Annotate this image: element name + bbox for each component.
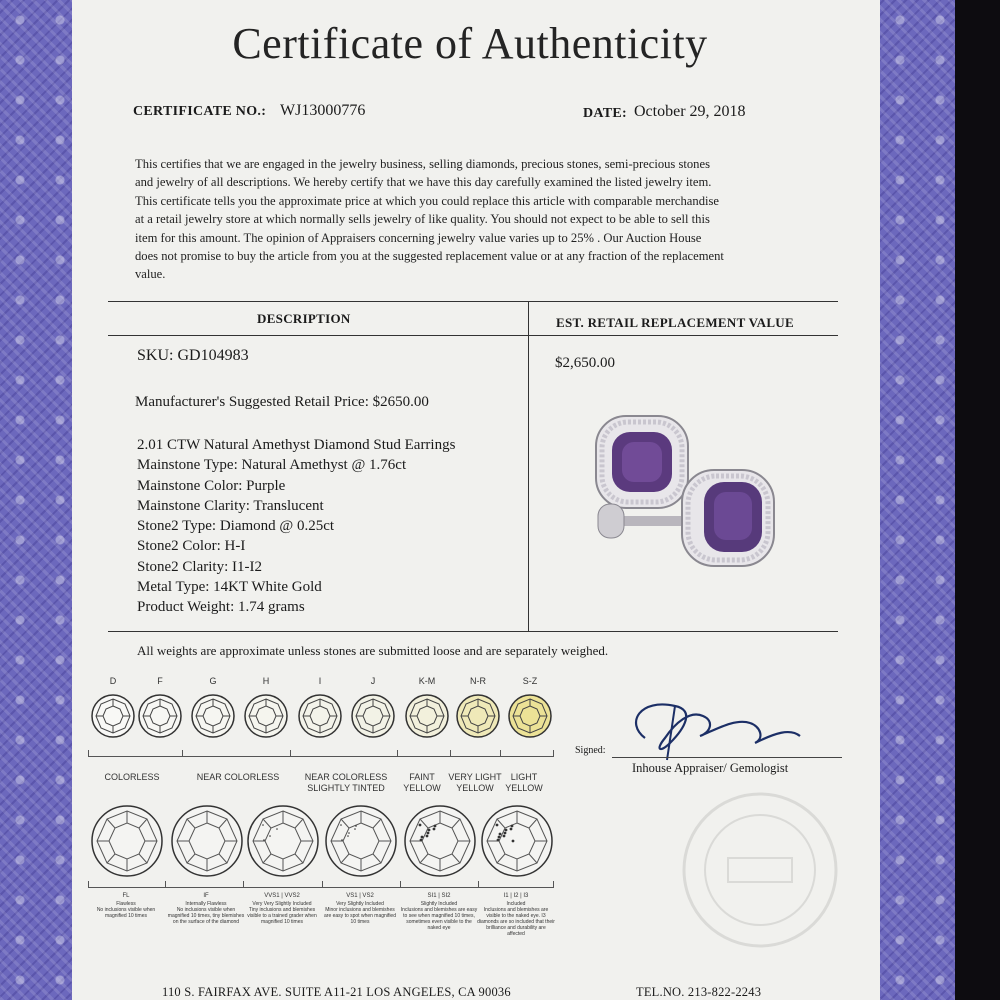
intro-line: This certifies that we are engaged in the jewelry business, selling diamonds, precious stones, semi-precious stones bbox=[135, 157, 710, 171]
intro-line: item for this amount. The opinion of Appraisers concerning jewelry value varies up to 25% . Our Auction House bbox=[135, 230, 702, 245]
clarity-description: Included Inclusions and blemishes are visible to the naked eye. I3 diamonds are so included that their brilliance and durability are affected bbox=[477, 901, 555, 937]
sku: SKU: GD104983 bbox=[137, 347, 249, 364]
weights-note: All weights are approximate unless stones are submitted loose and are separately weighed. bbox=[137, 643, 609, 658]
intro-line: and jewelry of all descriptions. We hereby certify that we have this day carefully examined the listed jewelry item. bbox=[135, 175, 712, 190]
color-diamond-icon bbox=[90, 693, 136, 739]
color-group-label: FAINT YELLOW bbox=[403, 772, 441, 793]
color-grade-label: K-M bbox=[418, 676, 436, 686]
clarity-description: Flawless No inclusions visible when magnified 10 times bbox=[96, 901, 156, 919]
date-value: October 29, 2018 bbox=[634, 103, 746, 120]
clarity-grade-label: VS1 | VS2 bbox=[346, 893, 374, 899]
clarity-scale-tick bbox=[553, 881, 554, 888]
signature bbox=[615, 688, 815, 763]
color-scale-tick bbox=[553, 750, 554, 757]
color-group-label: NEAR COLORLESS bbox=[196, 772, 280, 782]
spec-line: Stone2 Clarity: I1-I2 bbox=[137, 558, 262, 575]
color-diamond-icon bbox=[404, 693, 450, 739]
clarity-description: Slightly Included Inclusions and blemishes are easy to see when magnified 10 times, sometimes even visible to the naked eye bbox=[400, 901, 478, 931]
clarity-diamond-icon bbox=[479, 803, 555, 879]
color-grade-label: G bbox=[209, 676, 217, 686]
color-group-label: NEAR COLORLESS SLIGHTLY TINTED bbox=[304, 772, 388, 793]
color-group-label: LIGHT YELLOW bbox=[505, 772, 543, 793]
clarity-diamond-icon bbox=[402, 803, 478, 879]
earring-right bbox=[682, 470, 774, 566]
clarity-grade-label: IF bbox=[203, 893, 209, 899]
date-label: DATE: bbox=[583, 106, 628, 121]
earring-back bbox=[598, 504, 624, 538]
clarity-grade-label: FL bbox=[122, 893, 130, 899]
clarity-description: Very Slightly Included Minor inclusions and blemishes are easy to spot when magnified 10 times bbox=[324, 901, 396, 925]
clarity-diamond-icon bbox=[245, 803, 321, 879]
color-grade-label: F bbox=[157, 676, 163, 686]
intro-line: at a retail jewelry store at which normally sells jewelry of like quality. You should not expect to be able to sell this bbox=[135, 212, 710, 227]
description-header: DESCRIPTION bbox=[257, 311, 351, 326]
clarity-scale-line bbox=[88, 887, 553, 888]
clarity-grade-label: SI1 | SI2 bbox=[427, 893, 451, 899]
clarity-description: Internally Flawless No inclusions visible when magnified 10 times, tiny blemishes on the surface of the diamond bbox=[167, 901, 245, 925]
signed-label: Signed: bbox=[575, 745, 606, 756]
auction-house-seal bbox=[680, 770, 840, 970]
color-group-label: COLORLESS bbox=[104, 772, 160, 782]
color-diamond-icon bbox=[243, 693, 289, 739]
footer-phone: TEL.NO. 213-822-2243 bbox=[636, 985, 762, 999]
clarity-diamond-icon bbox=[169, 803, 245, 879]
table-header-line bbox=[108, 335, 838, 336]
color-diamond-icon bbox=[350, 693, 396, 739]
certificate-title: Certificate of Authenticity bbox=[232, 19, 708, 68]
color-diamond-icon bbox=[190, 693, 236, 739]
spec-line: Metal Type: 14KT White Gold bbox=[137, 579, 322, 596]
color-grade-label: I bbox=[318, 676, 322, 686]
footer-address: 110 S. FAIRFAX AVE. SUITE A11-21 LOS ANGELES, CA 90036 bbox=[162, 985, 511, 999]
intro-line: value. bbox=[135, 267, 166, 282]
earring-left bbox=[596, 416, 688, 508]
intro-paragraph bbox=[135, 155, 825, 284]
replacement-value: $2,650.00 bbox=[555, 355, 615, 371]
table-bottom-line bbox=[108, 631, 838, 632]
spec-line: 2.01 CTW Natural Amethyst Diamond Stud Earrings bbox=[137, 437, 456, 453]
color-grade-label: D bbox=[109, 676, 117, 686]
color-diamond-icon bbox=[137, 693, 183, 739]
earrings-photo bbox=[578, 408, 798, 578]
table-top-line bbox=[108, 301, 838, 302]
spec-line: Stone2 Type: Diamond @ 0.25ct bbox=[137, 518, 335, 535]
color-scale-line bbox=[88, 756, 553, 757]
clarity-grade-label: I1 | I2 | I3 bbox=[503, 893, 529, 899]
color-group-label: VERY LIGHT YELLOW bbox=[448, 772, 502, 793]
certificate-no-label: CERTIFICATE NO.: bbox=[133, 104, 267, 119]
msrp: Manufacturer's Suggested Retail Price: $2650.00 bbox=[135, 394, 429, 410]
color-grade-label: N-R bbox=[470, 676, 486, 686]
color-diamond-icon bbox=[507, 693, 553, 739]
table-divider bbox=[528, 301, 529, 631]
clarity-diamond-icon bbox=[323, 803, 399, 879]
certificate-no-value: WJ13000776 bbox=[280, 102, 366, 119]
spec-line: Stone2 Color: H-I bbox=[137, 538, 246, 555]
intro-line: does not promise to buy the article from you at the suggested replacement value or at any fraction of the replacement bbox=[135, 249, 724, 264]
spec-line: Mainstone Type: Natural Amethyst @ 1.76ct bbox=[137, 457, 407, 474]
color-grade-label: H bbox=[262, 676, 270, 686]
clarity-grade-label: VVS1 | VVS2 bbox=[264, 893, 300, 899]
item-specs bbox=[137, 435, 455, 618]
spec-line: Product Weight: 1.74 grams bbox=[137, 599, 305, 616]
spec-line: Mainstone Clarity: Translucent bbox=[137, 497, 324, 514]
color-grade-label: S-Z bbox=[522, 676, 538, 686]
signature-title: Inhouse Appraiser/ Gemologist bbox=[632, 761, 789, 775]
intro-line: This certificate tells you the approximate price at which you could replace this article with comparable merchandise bbox=[135, 193, 719, 208]
signature-line bbox=[612, 757, 842, 758]
color-diamond-icon bbox=[297, 693, 343, 739]
clarity-description: Very Very Slightly Included Tiny inclusions and blemishes visible to a trained grader when magnified 10 times bbox=[247, 901, 317, 925]
background-dark bbox=[955, 0, 1000, 1000]
value-header: EST. RETAIL REPLACEMENT VALUE bbox=[556, 315, 794, 330]
color-grade-label: J bbox=[370, 676, 376, 686]
clarity-diamond-icon bbox=[89, 803, 165, 879]
color-diamond-icon bbox=[455, 693, 501, 739]
spec-line: Mainstone Color: Purple bbox=[137, 477, 286, 494]
